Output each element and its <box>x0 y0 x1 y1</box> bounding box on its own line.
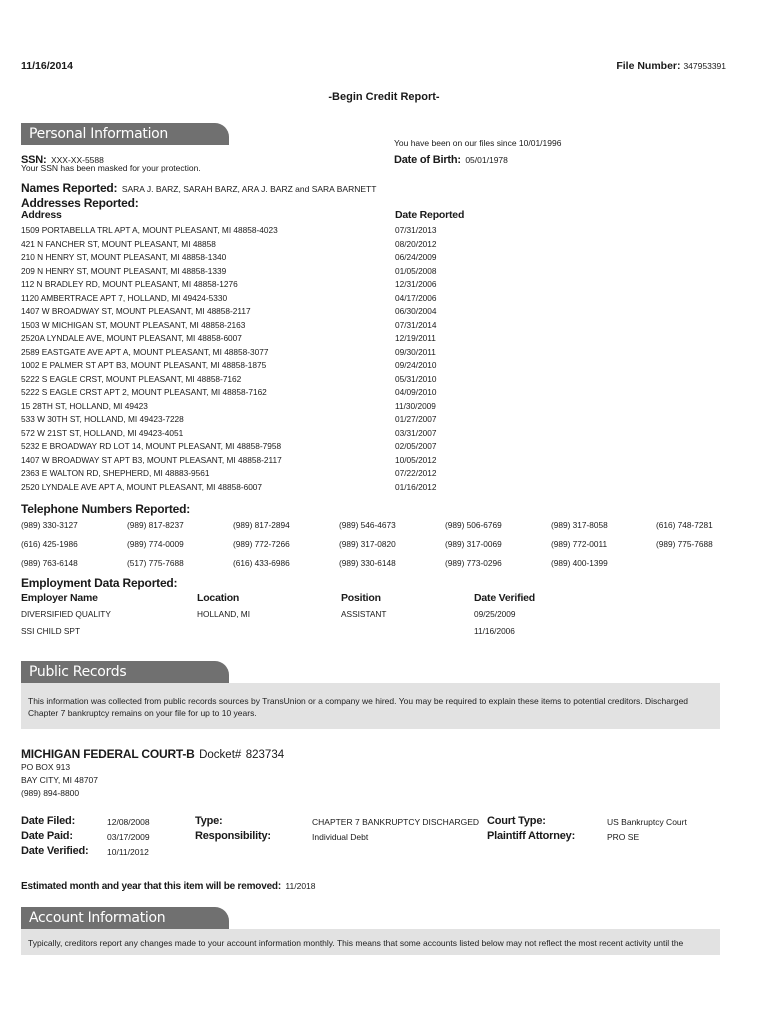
dob-value: 05/01/1978 <box>465 155 508 165</box>
account-information-notice: Typically, creditors report any changes made to your account information monthly. This means that some accounts listed below may not reflect the most recent activity until the <box>21 929 720 955</box>
address-date: 12/19/2011 <box>395 333 436 343</box>
position-col-header: Position <box>341 592 381 604</box>
names-reported <box>21 179 376 197</box>
phone-number: (989) 773-0296 <box>445 558 502 568</box>
address-date: 01/27/2007 <box>395 414 437 424</box>
court-phone: (989) 894-8800 <box>21 788 80 798</box>
phone-number: (989) 763-6148 <box>21 558 78 568</box>
address-text: 2589 EASTGATE AVE APT A, MOUNT PLEASANT, MI 48858-3077 <box>21 346 269 357</box>
file-number-value: 347953391 <box>683 61 726 71</box>
address-date: 09/30/2011 <box>395 346 436 357</box>
employer-verified: 09/25/2009 <box>474 609 516 619</box>
address-date: 09/24/2010 <box>395 360 437 370</box>
public-records-notice: This information was collected from public records sources by TransUnion or a company we hired. You may be required to explain these items to potential creditors. Discharged Chapter 7 bankruptcy remains on your file for up to 10 years. <box>21 683 720 729</box>
location-col-header: Location <box>197 592 240 604</box>
docket-number: 823734 <box>245 749 285 761</box>
ssn-note: Your SSN has been masked for your protection. <box>21 163 201 173</box>
address-row <box>21 441 501 454</box>
phone-number: (989) 506-6769 <box>445 520 502 530</box>
address-row <box>21 414 501 427</box>
address-date: 04/17/2006 <box>395 292 437 303</box>
address-date: 06/24/2009 <box>395 252 437 262</box>
address-text: 1002 E PALMER ST APT B3, MOUNT PLEASANT, MI 48858-1875 <box>21 360 267 370</box>
addresses-label: Addresses Reported: <box>21 196 139 210</box>
phone-number: (989) 774-0009 <box>127 539 184 549</box>
report-title: -Begin Credit Report- <box>328 91 440 103</box>
employer-name: SSI CHILD SPT <box>21 626 81 636</box>
file-number <box>616 60 726 72</box>
employer-col-header: Employer Name <box>21 592 98 604</box>
address-text: 5222 S EAGLE CRST, MOUNT PLEASANT, MI 48858-7162 <box>21 373 242 384</box>
address-date: 02/05/2007 <box>395 441 437 451</box>
address-row <box>21 374 501 387</box>
address-date: 01/05/2008 <box>395 265 437 276</box>
report-date: 11/16/2014 <box>21 60 73 72</box>
address-row <box>21 293 501 306</box>
on-file-since: You have been on our files since 10/01/1996 <box>394 138 562 148</box>
address-row <box>21 306 501 319</box>
address-text: 15 28TH ST, HOLLAND, MI 49423 <box>21 400 148 411</box>
date-filed-label: Date Filed: <box>21 815 76 827</box>
phone-number: (989) 817-8237 <box>127 520 184 530</box>
address-row <box>21 279 501 292</box>
address-col-header: Address <box>21 209 62 221</box>
plaintiff-attorney-value: PRO SE <box>607 832 640 842</box>
court-name: MICHIGAN FEDERAL COURT-B <box>21 747 195 761</box>
phone-number: (989) 817-2894 <box>233 520 290 530</box>
address-text: 421 N FANCHER ST, MOUNT PLEASANT, MI 48858 <box>21 238 216 249</box>
dob <box>394 150 508 168</box>
type-label: Type: <box>195 815 223 827</box>
address-text: 210 N HENRY ST, MOUNT PLEASANT, MI 48858-1340 <box>21 252 227 262</box>
court-title <box>21 745 284 763</box>
address-date: 12/31/2006 <box>395 279 437 289</box>
address-date: 03/31/2007 <box>395 427 437 438</box>
address-text: 1407 W BROADWAY ST, MOUNT PLEASANT, MI 48858-2117 <box>21 306 251 316</box>
address-text: 1120 AMBERTRACE APT 7, HOLLAND, MI 49424-5330 <box>21 292 228 303</box>
removal-label: Estimated month and year that this item will be removed: <box>21 881 281 892</box>
address-row <box>21 225 501 238</box>
address-row <box>21 455 501 468</box>
address-date: 04/09/2010 <box>395 387 437 397</box>
phone-number: (989) 772-0011 <box>551 539 608 549</box>
address-text: 5222 S EAGLE CRST APT 2, MOUNT PLEASANT, MI 48858-7162 <box>21 387 267 397</box>
phone-number: (989) 546-4673 <box>339 520 396 530</box>
address-row <box>21 482 501 495</box>
public-records-header: Public Records <box>21 661 229 683</box>
date-reported-col-header: Date Reported <box>395 209 465 221</box>
address-date: 05/31/2010 <box>395 373 437 384</box>
address-row <box>21 239 501 252</box>
address-text: 572 W 21ST ST, HOLLAND, MI 49423-4051 <box>21 427 184 438</box>
address-date: 01/16/2012 <box>395 481 437 492</box>
address-text: 1407 W BROADWAY ST APT B3, MOUNT PLEASANT, MI 48858-2117 <box>21 454 282 465</box>
employer-name: DIVERSIFIED QUALITY <box>21 609 111 619</box>
ssn-value: XXX-XX-5588 <box>50 155 104 165</box>
phone-number: (989) 330-3127 <box>21 520 78 530</box>
plaintiff-attorney-label: Plaintiff Attorney: <box>487 830 576 842</box>
phone-number: (989) 317-0820 <box>339 539 396 549</box>
file-number-label: File Number: <box>616 60 681 72</box>
phone-number: (616) 433-6986 <box>233 558 290 568</box>
removal-value: 11/2018 <box>285 881 316 891</box>
court-address-line1: PO BOX 913 <box>21 762 71 772</box>
telephone-label: Telephone Numbers Reported: <box>21 502 191 516</box>
ssn-label: SSN: <box>21 154 47 166</box>
address-row <box>21 468 501 481</box>
phone-number: (989) 330-6148 <box>339 558 396 568</box>
phone-number: (989) 775-7688 <box>656 539 713 549</box>
address-text: 1503 W MICHIGAN ST, MOUNT PLEASANT, MI 48858-2163 <box>21 319 246 330</box>
account-information-header: Account Information <box>21 907 229 929</box>
address-row <box>21 320 501 333</box>
address-text: 112 N BRADLEY RD, MOUNT PLEASANT, MI 48858-1276 <box>21 279 238 289</box>
employment-label: Employment Data Reported: <box>21 576 178 590</box>
address-row <box>21 387 501 400</box>
address-row <box>21 333 501 346</box>
address-date: 07/22/2012 <box>395 468 437 478</box>
address-text: 2363 E WALTON RD, SHEPHERD, MI 48883-9561 <box>21 468 210 478</box>
address-row <box>21 428 501 441</box>
address-text: 2520A LYNDALE AVE, MOUNT PLEASANT, MI 48858-6007 <box>21 333 242 343</box>
dob-label: Date of Birth: <box>394 154 461 166</box>
address-row <box>21 266 501 279</box>
employer-position: ASSISTANT <box>341 609 387 619</box>
phone-number: (989) 772-7266 <box>233 539 290 549</box>
date-paid-label: Date Paid: <box>21 830 73 842</box>
date-filed-value: 12/08/2008 <box>107 817 150 827</box>
address-text: 5232 E BROADWAY RD LOT 14, MOUNT PLEASANT, MI 48858-7958 <box>21 441 282 451</box>
type-value: CHAPTER 7 BANKRUPTCY DISCHARGED <box>312 817 480 827</box>
personal-information-header: Personal Information <box>21 123 229 145</box>
removal-estimate <box>21 876 316 894</box>
phone-number: (616) 748-7281 <box>656 520 713 530</box>
address-date: 11/30/2009 <box>395 400 436 411</box>
address-row <box>21 360 501 373</box>
address-date: 06/30/2004 <box>395 306 437 316</box>
verified-col-header: Date Verified <box>474 592 536 604</box>
address-text: 2520 LYNDALE AVE APT A, MOUNT PLEASANT, MI 48858-6007 <box>21 481 263 492</box>
address-text: 209 N HENRY ST, MOUNT PLEASANT, MI 48858-1339 <box>21 265 227 276</box>
date-paid-value: 03/17/2009 <box>107 832 150 842</box>
names-label: Names Reported: <box>21 181 118 195</box>
date-verified-value: 10/11/2012 <box>107 847 149 857</box>
court-address-line2: BAY CITY, MI 48707 <box>21 775 99 785</box>
address-row <box>21 401 501 414</box>
docket-label: Docket# <box>199 749 242 761</box>
address-date: 07/31/2014 <box>395 319 437 330</box>
address-row <box>21 347 501 360</box>
phone-number: (517) 775-7688 <box>127 558 184 568</box>
responsibility-value: Individual Debt <box>312 832 369 842</box>
responsibility-label: Responsibility: <box>195 830 271 842</box>
phone-number: (989) 317-8058 <box>551 520 608 530</box>
employer-verified: 11/16/2006 <box>474 626 515 636</box>
employer-location: HOLLAND, MI <box>197 609 251 619</box>
address-text: 1509 PORTABELLA TRL APT A, MOUNT PLEASANT, MI 48858-4023 <box>21 225 278 235</box>
phone-number: (989) 317-0069 <box>445 539 502 549</box>
address-date: 10/05/2012 <box>395 454 437 465</box>
date-verified-label: Date Verified: <box>21 845 89 857</box>
court-type-label: Court Type: <box>487 815 546 827</box>
names-value: SARA J. BARZ, SARAH BARZ, ARA J. BARZ and SARA BARNETT <box>121 184 377 194</box>
court-type-value: US Bankruptcy Court <box>607 817 687 827</box>
phone-number: (989) 400-1399 <box>551 558 608 568</box>
phone-number: (616) 425-1986 <box>21 539 78 549</box>
address-text: 533 W 30TH ST, HOLLAND, MI 49423-7228 <box>21 414 184 424</box>
address-row <box>21 252 501 265</box>
address-date: 08/20/2012 <box>395 238 437 249</box>
address-date: 07/31/2013 <box>395 225 437 235</box>
